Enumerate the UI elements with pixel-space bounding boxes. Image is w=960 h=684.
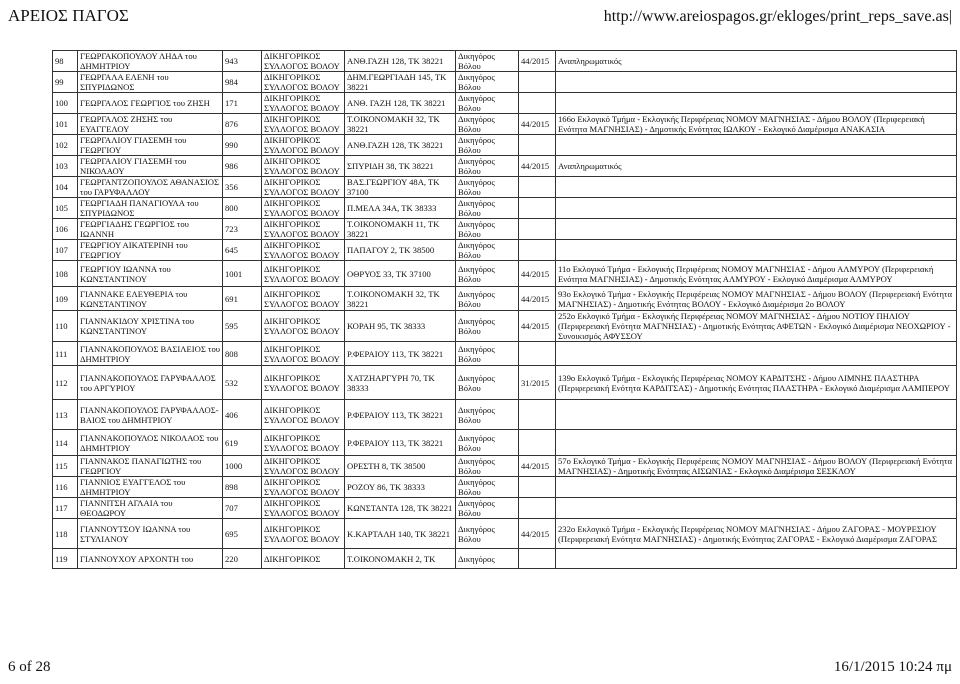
office-address: ΟΡΕΣΤΗ 8, ΤΚ 38500 — [345, 456, 456, 477]
table-row — [53, 72, 957, 93]
registry-number: 876 — [223, 114, 262, 135]
professional-title: Δικηγόρος Βόλου — [456, 135, 519, 156]
row-number: 106 — [53, 219, 78, 240]
table-row — [53, 400, 957, 430]
assignment-note — [556, 498, 957, 519]
decision-number: 44/2015 — [519, 519, 556, 549]
professional-title: Δικηγόρος Βόλου — [456, 456, 519, 477]
lawyer-name: ΓΙΑΝΝΟΥΧΟΥ ΑΡΧΟΝΤΗ του — [78, 549, 223, 569]
table-body — [53, 51, 957, 569]
decision-number: 44/2015 — [519, 156, 556, 177]
row-number: 104 — [53, 177, 78, 198]
office-address: ΟΘΡΥΟΣ 33, ΤΚ 37100 — [345, 261, 456, 287]
bar-association: ΔΙΚΗΓΟΡΙΚΟΣ ΣΥΛΛΟΓΟΣ ΒΟΛΟΥ — [262, 51, 345, 72]
professional-title: Δικηγόρος Βόλου — [456, 156, 519, 177]
bar-association: ΔΙΚΗΓΟΡΙΚΟΣ — [262, 549, 345, 569]
registry-number: 1001 — [223, 261, 262, 287]
office-address: Ρ.ΦΕΡΑΙΟΥ 113, ΤΚ 38221 — [345, 342, 456, 366]
row-number: 109 — [53, 287, 78, 311]
decision-number — [519, 342, 556, 366]
assignment-note — [556, 135, 957, 156]
assignment-note: Αναπληρωματικός — [556, 156, 957, 177]
bar-association: ΔΙΚΗΓΟΡΙΚΟΣ ΣΥΛΛΟΓΟΣ ΒΟΛΟΥ — [262, 498, 345, 519]
professional-title: Δικηγόρος Βόλου — [456, 477, 519, 498]
lawyer-name: ΓΕΩΡΓΑΛΙΟΥ ΓΙΑΣΕΜΗ του ΓΕΩΡΓΙΟΥ — [78, 135, 223, 156]
decision-number — [519, 430, 556, 456]
professional-title: Δικηγόρος Βόλου — [456, 287, 519, 311]
assignment-note — [556, 400, 957, 430]
decision-number — [519, 198, 556, 219]
bar-association: ΔΙΚΗΓΟΡΙΚΟΣ ΣΥΛΛΟΓΟΣ ΒΟΛΟΥ — [262, 400, 345, 430]
row-number: 99 — [53, 72, 78, 93]
professional-title: Δικηγόρος Βόλου — [456, 498, 519, 519]
table-row — [53, 430, 957, 456]
row-number: 119 — [53, 549, 78, 569]
row-number: 108 — [53, 261, 78, 287]
bar-association: ΔΙΚΗΓΟΡΙΚΟΣ ΣΥΛΛΟΓΟΣ ΒΟΛΟΥ — [262, 72, 345, 93]
assignment-note: 93ο Εκλογικό Τμήμα - Εκλογικής Περιφέρειας ΝΟΜΟΥ ΜΑΓΝΗΣΙΑΣ - Δήμου ΒΟΛΟΥ (Περιφερειακή Ενότητα ΜΑΓΝΗΣΙΑΣ) - Δημοτικής Ενότητας ΒΟΛΟΥ - Εκλογικό Διαμέρισμα 2ο ΒΟΛΟΥ — [556, 287, 957, 311]
lawyer-name: ΓΕΩΡΓΑΚΟΠΟΥΛΟΥ ΛΗΔΑ του ΔΗΜΗΤΡΙΟΥ — [78, 51, 223, 72]
professional-title: Δικηγόρος Βόλου — [456, 219, 519, 240]
lawyer-name: ΓΕΩΡΓΑΛΑ ΕΛΕΝΗ του ΣΠΥΡΙΔΩΝΟΣ — [78, 72, 223, 93]
decision-number: 44/2015 — [519, 456, 556, 477]
lawyer-name: ΓΕΩΡΓΑΛΙΟΥ ΓΙΑΣΕΜΗ του ΝΙΚΟΛΑΟΥ — [78, 156, 223, 177]
registry-number: 943 — [223, 51, 262, 72]
print-datetime: 16/1/2015 10:24 πμ — [833, 659, 952, 675]
lawyer-name: ΓΕΩΡΓΑΛΟΣ ΓΕΩΡΓΙΟΣ του ΖΗΣΗ — [78, 93, 223, 114]
table-row — [53, 219, 957, 240]
professional-title: Δικηγόρος Βόλου — [456, 342, 519, 366]
decision-number — [519, 219, 556, 240]
lawyer-name: ΓΕΩΡΓΙΟΥ ΙΩΑΝΝΑ του ΚΩΝΣΤΑΝΤΙΝΟΥ — [78, 261, 223, 287]
table-row — [53, 156, 957, 177]
table-row — [53, 366, 957, 400]
lawyer-name: ΓΙΑΝΝΑΚΟΣ ΠΑΝΑΓΙΩΤΗΣ του ΓΕΩΡΓΙΟΥ — [78, 456, 223, 477]
registry-number: 808 — [223, 342, 262, 366]
bar-association: ΔΙΚΗΓΟΡΙΚΟΣ ΣΥΛΛΟΓΟΣ ΒΟΛΟΥ — [262, 287, 345, 311]
office-address: ΚΩΝΣΤΑΝΤΑ 128, ΤΚ 38221 — [345, 498, 456, 519]
page-header-url: http://www.areiospagos.gr/ekloges/print_reps_save.as| — [603, 8, 952, 25]
row-number: 100 — [53, 93, 78, 114]
registry-number: 800 — [223, 198, 262, 219]
table-row — [53, 477, 957, 498]
registry-number: 990 — [223, 135, 262, 156]
lawyer-name: ΓΙΑΝΝΑΚΙΔΟΥ ΧΡΙΣΤΙΝΑ του ΚΩΝΣΤΑΝΤΙΝΟΥ — [78, 311, 223, 342]
row-number: 117 — [53, 498, 78, 519]
bar-association: ΔΙΚΗΓΟΡΙΚΟΣ ΣΥΛΛΟΓΟΣ ΒΟΛΟΥ — [262, 198, 345, 219]
row-number: 112 — [53, 366, 78, 400]
decision-number — [519, 549, 556, 569]
assignment-note: 252ο Εκλογικό Τμήμα - Εκλογικής Περιφέρειας ΝΟΜΟΥ ΜΑΓΝΗΣΙΑΣ - Δήμου ΝΟΤΙΟΥ ΠΗΛΙΟΥ (Περιφερειακή Ενότητα ΜΑΓΝΗΣΙΑΣ) - Δημοτικής Ενότητας ΑΦΕΤΩΝ - Εκλογικό Διαμέρισμα ΝΕΟΧΩΡΙΟΥ - Συνοικισμός ΑΦΥΣΣΟΥ — [556, 311, 957, 342]
table-row — [53, 114, 957, 135]
row-number: 110 — [53, 311, 78, 342]
office-address: Τ.ΟΙΚΟΝΟΜΑΚΗ 32, ΤΚ 38221 — [345, 114, 456, 135]
lawyer-name: ΓΙΑΝΝΑΚΟΠΟΥΛΟΣ ΝΙΚΟΛΑΟΣ του ΔΗΜΗΤΡΙΟΥ — [78, 430, 223, 456]
office-address: Τ.ΟΙΚΟΝΟΜΑΚΗ 32, ΤΚ 38221 — [345, 287, 456, 311]
bar-association: ΔΙΚΗΓΟΡΙΚΟΣ ΣΥΛΛΟΓΟΣ ΒΟΛΟΥ — [262, 177, 345, 198]
table-row — [53, 456, 957, 477]
professional-title: Δικηγόρος — [456, 549, 519, 569]
table-row — [53, 311, 957, 342]
assignment-note: Αναπληρωματικός — [556, 51, 957, 72]
decision-number: 44/2015 — [519, 261, 556, 287]
assignment-note: 11ο Εκλογικό Τμήμα - Εκλογικής Περιφέρειας ΝΟΜΟΥ ΜΑΓΝΗΣΙΑΣ - Δήμου ΑΛΜΥΡΟΥ (Περιφερειακή Ενότητα ΜΑΓΝΗΣΙΑΣ) - Δημοτικής Ενότητας ΑΛΜΥΡΟΥ - Εκλογικό Διαμέρισμα ΑΛΜΥΡΟΥ — [556, 261, 957, 287]
professional-title: Δικηγόρος Βόλου — [456, 72, 519, 93]
table-row — [53, 287, 957, 311]
professional-title: Δικηγόρος Βόλου — [456, 93, 519, 114]
decision-number: 31/2015 — [519, 366, 556, 400]
assignment-note — [556, 72, 957, 93]
registry-number: 356 — [223, 177, 262, 198]
row-number: 103 — [53, 156, 78, 177]
office-address: ΠΑΠΑΓΟΥ 2, ΤΚ 38500 — [345, 240, 456, 261]
assignment-note: 57ο Εκλογικό Τμήμα - Εκλογικής Περιφέρειας ΝΟΜΟΥ ΜΑΓΝΗΣΙΑΣ - Δήμου ΒΟΛΟΥ (Περιφερειακή Ενότητα ΜΑΓΝΗΣΙΑΣ) - Δημοτικής Ενότητας ΑΙΣΩΝΙΑΣ - Εκλογικό Διαμέρισμα ΣΕΣΚΛΟΥ — [556, 456, 957, 477]
assignment-note — [556, 93, 957, 114]
professional-title: Δικηγόρος Βόλου — [456, 400, 519, 430]
lawyer-name: ΓΙΑΝΝΑΚΟΠΟΥΛΟΣ ΒΑΣΙΛΕΙΟΣ του ΔΗΜΗΤΡΙΟΥ — [78, 342, 223, 366]
professional-title: Δικηγόρος Βόλου — [456, 430, 519, 456]
office-address: ΒΑΣ.ΓΕΩΡΓΙΟΥ 48Α, ΤΚ 37100 — [345, 177, 456, 198]
table-row — [53, 498, 957, 519]
bar-association: ΔΙΚΗΓΟΡΙΚΟΣ ΣΥΛΛΟΓΟΣ ΒΟΛΟΥ — [262, 261, 345, 287]
decision-number — [519, 135, 556, 156]
office-address: ΑΝΘ. ΓΑΖΗ 128, ΤΚ 38221 — [345, 93, 456, 114]
assignment-note — [556, 477, 957, 498]
assignment-note — [556, 198, 957, 219]
office-address: Τ.ΟΙΚΟΝΟΜΑΚΗ 11, ΤΚ 38221 — [345, 219, 456, 240]
lawyer-name: ΓΙΑΝΝΟΥΤΣΟΥ ΙΩΑΝΝΑ του ΣΤΥΛΙΑΝΟΥ — [78, 519, 223, 549]
assignment-note — [556, 240, 957, 261]
decision-number — [519, 72, 556, 93]
registry-number: 707 — [223, 498, 262, 519]
bar-association: ΔΙΚΗΓΟΡΙΚΟΣ ΣΥΛΛΟΓΟΣ ΒΟΛΟΥ — [262, 311, 345, 342]
office-address: ΑΝΘ.ΓΑΖΗ 128, ΤΚ 38221 — [345, 135, 456, 156]
bar-association: ΔΙΚΗΓΟΡΙΚΟΣ ΣΥΛΛΟΓΟΣ ΒΟΛΟΥ — [262, 156, 345, 177]
lawyer-name: ΓΙΑΝΝΙΟΣ ΕΥΑΓΓΕΛΟΣ του ΔΗΜΗΤΡΙΟΥ — [78, 477, 223, 498]
decision-number — [519, 240, 556, 261]
row-number: 114 — [53, 430, 78, 456]
registry-number: 220 — [223, 549, 262, 569]
table-row — [53, 261, 957, 287]
decision-number: 44/2015 — [519, 287, 556, 311]
office-address: ΚΟΡΑΗ 95, ΤΚ 38333 — [345, 311, 456, 342]
registry-number: 645 — [223, 240, 262, 261]
decision-number: 44/2015 — [519, 114, 556, 135]
row-number: 98 — [53, 51, 78, 72]
lawyer-name: ΓΙΑΝΝΑΚΟΠΟΥΛΟΣ ΓΑΡΥΦΑΛΛΟΣ του ΑΡΓΥΡΙΟΥ — [78, 366, 223, 400]
page-counter: 6 of 28 — [8, 659, 51, 675]
office-address: Π.ΜΕΛΑ 34Α, ΤΚ 38333 — [345, 198, 456, 219]
bar-association: ΔΙΚΗΓΟΡΙΚΟΣ ΣΥΛΛΟΓΟΣ ΒΟΛΟΥ — [262, 456, 345, 477]
office-address: ΧΑΤΖΗΑΡΓΥΡΗ 70, ΤΚ 38333 — [345, 366, 456, 400]
bar-association: ΔΙΚΗΓΟΡΙΚΟΣ ΣΥΛΛΟΓΟΣ ΒΟΛΟΥ — [262, 366, 345, 400]
decision-number — [519, 93, 556, 114]
row-number: 118 — [53, 519, 78, 549]
decision-number: 44/2015 — [519, 51, 556, 72]
table-row — [53, 198, 957, 219]
office-address: Τ.ΟΙΚΟΝΟΜΑΚΗ 2, ΤΚ — [345, 549, 456, 569]
lawyer-name: ΓΙΑΝΝΙΤΣΗ ΑΓΛΑΙΑ του ΘΕΟΔΩΡΟΥ — [78, 498, 223, 519]
registry-number: 691 — [223, 287, 262, 311]
office-address: ΡΟΖΟΥ 86, ΤΚ 38333 — [345, 477, 456, 498]
office-address: Κ.ΚΑΡΤΑΛΗ 140, ΤΚ 38221 — [345, 519, 456, 549]
row-number: 105 — [53, 198, 78, 219]
professional-title: Δικηγόρος Βόλου — [456, 366, 519, 400]
table-row — [53, 549, 957, 569]
bar-association: ΔΙΚΗΓΟΡΙΚΟΣ ΣΥΛΛΟΓΟΣ ΒΟΛΟΥ — [262, 430, 345, 456]
decision-number — [519, 498, 556, 519]
assignment-note — [556, 342, 957, 366]
bar-association: ΔΙΚΗΓΟΡΙΚΟΣ ΣΥΛΛΟΓΟΣ ΒΟΛΟΥ — [262, 135, 345, 156]
office-address: Ρ.ΦΕΡΑΙΟΥ 113, ΤΚ 38221 — [345, 400, 456, 430]
bar-association: ΔΙΚΗΓΟΡΙΚΟΣ ΣΥΛΛΟΓΟΣ ΒΟΛΟΥ — [262, 114, 345, 135]
lawyer-name: ΓΕΩΡΓΑΛΟΣ ΖΗΣΗΣ του ΕΥΑΓΓΕΛΟΥ — [78, 114, 223, 135]
lawyer-name: ΓΕΩΡΓΑΝΤΖΟΠΟΥΛΟΣ ΑΘΑΝΑΣΙΟΣ του ΓΑΡΥΦΑΛΛΟΥ — [78, 177, 223, 198]
page-header-title: ΑΡΕΙΟΣ ΠΑΓΟΣ — [8, 6, 129, 25]
office-address: Ρ.ΦΕΡΑΙΟΥ 113, ΤΚ 38221 — [345, 430, 456, 456]
lawyer-name: ΓΕΩΡΓΙΑΔΗΣ ΓΕΩΡΓΙΟΣ του ΙΩΑΝΝΗ — [78, 219, 223, 240]
assignment-note — [556, 219, 957, 240]
bar-association: ΔΙΚΗΓΟΡΙΚΟΣ ΣΥΛΛΟΓΟΣ ΒΟΛΟΥ — [262, 477, 345, 498]
table-row — [53, 342, 957, 366]
professional-title: Δικηγόρος Βόλου — [456, 198, 519, 219]
office-address: ΔΗΜ.ΓΕΩΡΓΙΑΔΗ 145, ΤΚ 38221 — [345, 72, 456, 93]
table-row — [53, 240, 957, 261]
row-number: 116 — [53, 477, 78, 498]
decision-number — [519, 477, 556, 498]
bar-association: ΔΙΚΗΓΟΡΙΚΟΣ ΣΥΛΛΟΓΟΣ ΒΟΛΟΥ — [262, 219, 345, 240]
decision-number — [519, 177, 556, 198]
row-number: 101 — [53, 114, 78, 135]
professional-title: Δικηγόρος Βόλου — [456, 261, 519, 287]
bar-association: ΔΙΚΗΓΟΡΙΚΟΣ ΣΥΛΛΟΓΟΣ ΒΟΛΟΥ — [262, 240, 345, 261]
lawyer-name: ΓΙΑΝΝΑΚΕ ΕΛΕΥΘΕΡΙΑ του ΚΩΝΣΤΑΝΤΙΝΟΥ — [78, 287, 223, 311]
bar-association: ΔΙΚΗΓΟΡΙΚΟΣ ΣΥΛΛΟΓΟΣ ΒΟΛΟΥ — [262, 519, 345, 549]
professional-title: Δικηγόρος Βόλου — [456, 311, 519, 342]
row-number: 102 — [53, 135, 78, 156]
representatives-table — [52, 50, 957, 569]
decision-number — [519, 400, 556, 430]
table-row — [53, 93, 957, 114]
assignment-note — [556, 430, 957, 456]
lawyer-name: ΓΕΩΡΓΙΑΔΗ ΠΑΝΑΓΙΟΥΛΑ του ΣΠΥΡΙΔΩΝΟΣ — [78, 198, 223, 219]
office-address: ΣΠΥΡΙΔΗ 38, ΤΚ 38221 — [345, 156, 456, 177]
registry-number: 898 — [223, 477, 262, 498]
assignment-note: 232ο Εκλογικό Τμήμα - Εκλογικής Περιφέρειας ΝΟΜΟΥ ΜΑΓΝΗΣΙΑΣ - Δήμου ΖΑΓΟΡΑΣ - ΜΟΥΡΕΣΙΟΥ (Περιφερειακή Ενότητα ΜΑΓΝΗΣΙΑΣ) - Δημοτικής Ενότητας ΖΑΓΟΡΑΣ - Εκλογικό Διαμέρισμα ΖΑΓΟΡΑΣ — [556, 519, 957, 549]
assignment-note — [556, 177, 957, 198]
registry-number: 171 — [223, 93, 262, 114]
registry-number: 595 — [223, 311, 262, 342]
assignment-note — [556, 549, 957, 569]
table-row — [53, 519, 957, 549]
registry-number: 1000 — [223, 456, 262, 477]
assignment-note: 166ο Εκλογικό Τμήμα - Εκλογικής Περιφέρειας ΝΟΜΟΥ ΜΑΓΝΗΣΙΑΣ - Δήμου ΒΟΛΟΥ (Περιφερειακή Ενότητα ΜΑΓΝΗΣΙΑΣ) - Δημοτικής Ενότητας ΙΩΛΚΟΥ - Εκλογικό Διαμέρισμα ΑΝΑΚΑΣΙΑ — [556, 114, 957, 135]
lawyer-name: ΓΙΑΝΝΑΚΟΠΟΥΛΟΣ ΓΑΡΥΦΑΛΛΟΣ-ΒΑΙΟΣ του ΔΗΜΗΤΡΙΟΥ — [78, 400, 223, 430]
professional-title: Δικηγόρος Βόλου — [456, 519, 519, 549]
row-number: 111 — [53, 342, 78, 366]
lawyer-name: ΓΕΩΡΓΙΟΥ ΑΙΚΑΤΕΡΙΝΗ του ΓΕΩΡΓΙΟΥ — [78, 240, 223, 261]
professional-title: Δικηγόρος Βόλου — [456, 51, 519, 72]
registry-number: 695 — [223, 519, 262, 549]
professional-title: Δικηγόρος Βόλου — [456, 240, 519, 261]
registry-number: 723 — [223, 219, 262, 240]
bar-association: ΔΙΚΗΓΟΡΙΚΟΣ ΣΥΛΛΟΓΟΣ ΒΟΛΟΥ — [262, 342, 345, 366]
table-row — [53, 135, 957, 156]
registry-number: 984 — [223, 72, 262, 93]
registry-number: 406 — [223, 400, 262, 430]
professional-title: Δικηγόρος Βόλου — [456, 114, 519, 135]
assignment-note: 139ο Εκλογικό Τμήμα - Εκλογικής Περιφέρειας ΝΟΜΟΥ ΚΑΡΔΙΤΣΗΣ - Δήμου ΛΙΜΝΗΣ ΠΛΑΣΤΗΡΑ (Περιφερειακή Ενότητα ΚΑΡΔΙΤΣΑΣ) - Δημοτικής Ενότητας ΠΛΑΣΤΗΡΑ - Εκλογικό Διαμέρισμα ΛΑΜΠΕΡΟΥ — [556, 366, 957, 400]
table-row — [53, 51, 957, 72]
table-row — [53, 177, 957, 198]
registry-number: 532 — [223, 366, 262, 400]
row-number: 107 — [53, 240, 78, 261]
row-number: 113 — [53, 400, 78, 430]
row-number: 115 — [53, 456, 78, 477]
registry-number: 986 — [223, 156, 262, 177]
registry-number: 619 — [223, 430, 262, 456]
office-address: ΑΝΘ.ΓΑΖΗ 128, ΤΚ 38221 — [345, 51, 456, 72]
bar-association: ΔΙΚΗΓΟΡΙΚΟΣ ΣΥΛΛΟΓΟΣ ΒΟΛΟΥ — [262, 93, 345, 114]
decision-number: 44/2015 — [519, 311, 556, 342]
professional-title: Δικηγόρος Βόλου — [456, 177, 519, 198]
